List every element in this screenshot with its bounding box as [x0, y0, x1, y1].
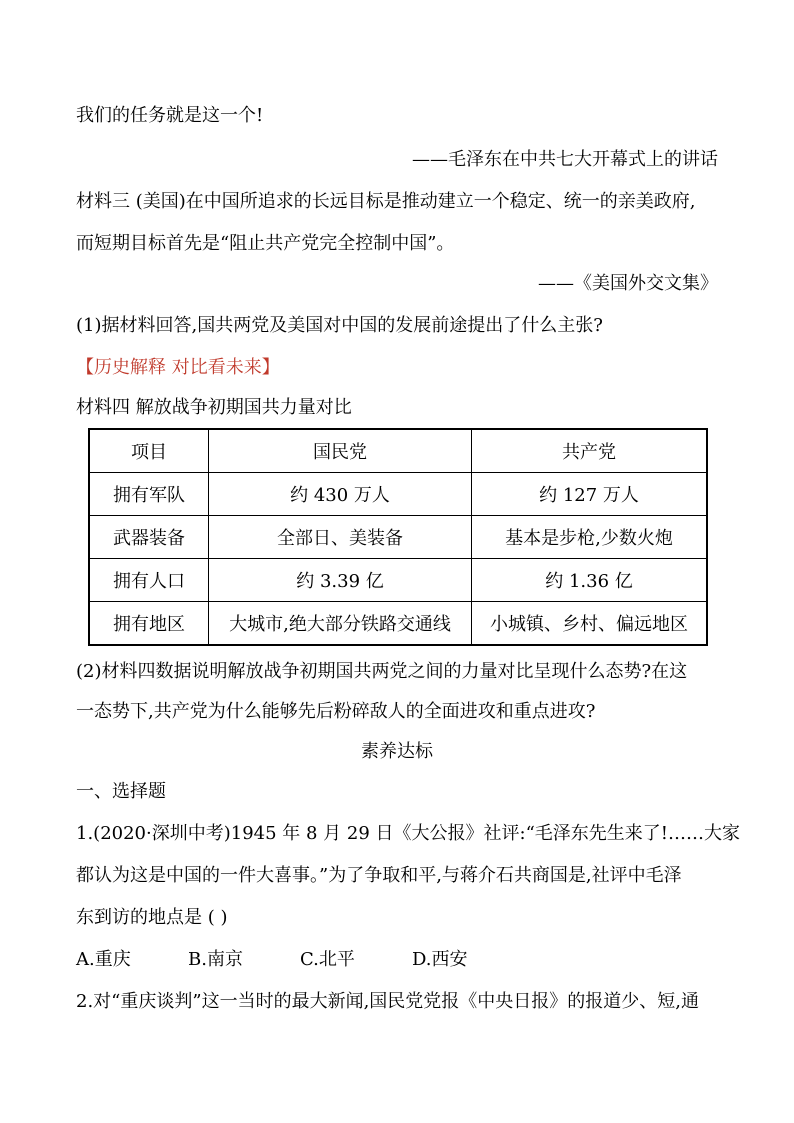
- table-header-cell: 项目: [89, 429, 209, 473]
- material3-line1: 材料三 (美国)在中国所追求的长远目标是推动建立一个稳定、统一的亲美政府,: [76, 191, 696, 212]
- q1-line3: 东到访的地点是 ( ): [76, 907, 228, 928]
- option-c: C.北平: [300, 949, 355, 970]
- comparison-table: [88, 428, 708, 646]
- table-row: [89, 473, 707, 516]
- table-cell: 基本是步枪,少数火炮: [472, 516, 708, 559]
- q1-line2: 都认为这是中国的一件大喜事。”为了争取和平,与蒋介石共商国是,社评中毛泽: [76, 865, 682, 886]
- table-cell: 拥有人口: [89, 559, 209, 602]
- q1-options: [76, 948, 468, 972]
- table-cell: 约 1.36 亿: [472, 559, 708, 602]
- material2-end-text: 我们的任务就是这一个!: [76, 105, 264, 126]
- option-d: D.西安: [412, 949, 468, 970]
- section-heading: 【历史解释 对比看未来】: [76, 357, 280, 378]
- q1-line1: 1.(2020·深圳中考)1945 年 8 月 29 日《大公报》社评:“毛泽东先生来了!……大家: [76, 823, 741, 844]
- table-header-row: [89, 429, 707, 473]
- table-cell: 拥有军队: [89, 473, 209, 516]
- question2-line1: (2)材料四数据说明解放战争初期国共两党之间的力量对比呈现什么态势?在这: [76, 661, 688, 682]
- material3-source: ——《美国外交文集》: [538, 273, 718, 294]
- material4-title: 材料四 解放战争初期国共力量对比: [76, 397, 352, 418]
- table-header-cell: 共产党: [472, 429, 708, 473]
- q2-line1: 2.对“重庆谈判”这一当时的最大新闻,国民党党报《中央日报》的报道少、短,通: [76, 991, 700, 1012]
- table-row: [89, 602, 707, 646]
- table-cell: 约 430 万人: [209, 473, 472, 516]
- part-title: 一、选择题: [76, 781, 166, 802]
- option-b: B.南京: [188, 949, 243, 970]
- table-cell: 大城市,绝大部分铁路交通线: [209, 602, 472, 646]
- table-row: [89, 516, 707, 559]
- table-cell: 拥有地区: [89, 602, 209, 646]
- option-a: A.重庆: [76, 949, 131, 970]
- section-title: 素养达标: [361, 741, 433, 762]
- material2-source: ——毛泽东在中共七大开幕式上的讲话: [412, 149, 718, 170]
- material3-line2: 而短期目标首先是“阻止共产党完全控制中国”。: [76, 233, 455, 254]
- table-cell: 约 3.39 亿: [209, 559, 472, 602]
- table-cell: 全部日、美装备: [209, 516, 472, 559]
- question2-line2: 一态势下,共产党为什么能够先后粉碎敌人的全面进攻和重点进攻?: [76, 701, 596, 722]
- table-cell: 小城镇、乡村、偏远地区: [472, 602, 708, 646]
- table-header-cell: 国民党: [209, 429, 472, 473]
- table-row: [89, 559, 707, 602]
- table-cell: 武器装备: [89, 516, 209, 559]
- question1: (1)据材料回答,国共两党及美国对中国的发展前途提出了什么主张?: [76, 315, 603, 336]
- table-cell: 约 127 万人: [472, 473, 708, 516]
